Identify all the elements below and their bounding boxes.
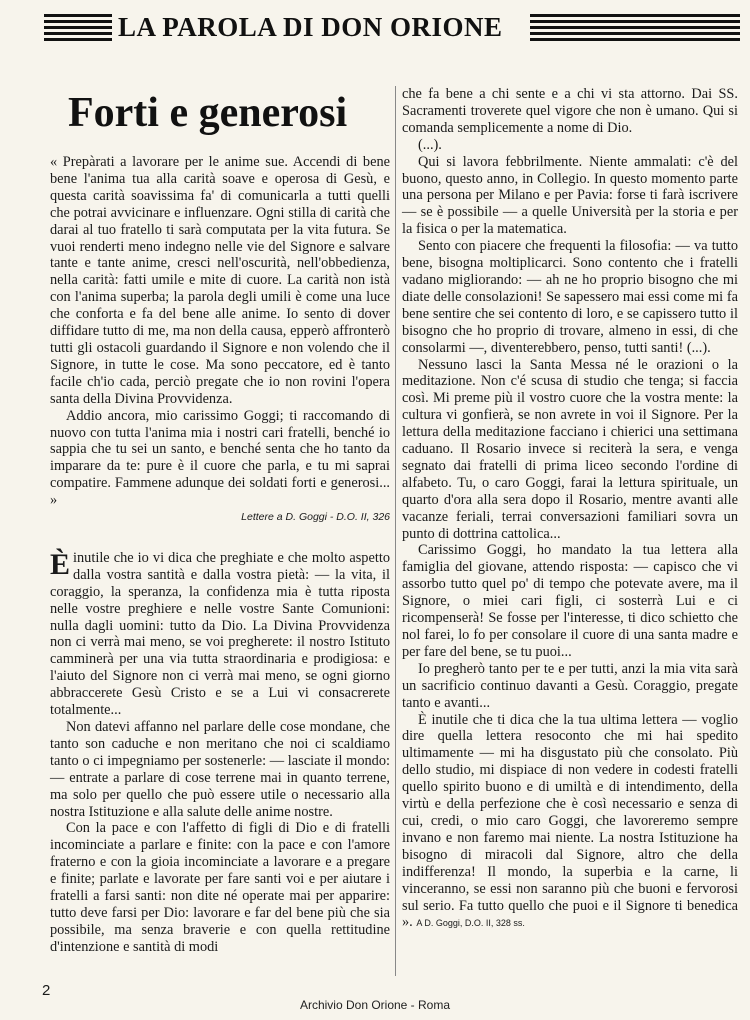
body-paragraph: Sento con piacere che frequenti la filosofia: — va tutto bene, bisogna moltiplicarci. Sono contento che i fratelli vadano migliorando: — ah ne ho proprio bisogno che mi diate delle consolazioni! Se sapessero mai essi come mi fa bene sentire che sei contento di loro, e se capissero tutto il bisogno che ho proprio di trovare, almeno in essi, di che consolarmi —, diventerebbero, penso, tutti santi! (...).	[402, 238, 738, 356]
section-title: LA PAROLA DI DON ORIONE	[118, 12, 503, 42]
quote-open: « P	[50, 154, 71, 170]
body-paragraph: Carissimo Goggi, ho mandato la tua lettera alla famiglia del giovane, attendo risposta: — capisco che vi assorbo tutto quel po' di tempo che potevate avere, ma il Signore, o miei cari figli, ci sosterrà Lui e ci ricompenserà! Se fosse per l'interesse, ti dico schietto che nol farei, lo fo per consolare il cuore di una santa madre e per fare del bene, se tu puoi...	[402, 542, 738, 660]
body-paragraph: Con la pace e con l'affetto di figli di Dio e di fratelli incominciate a parlare e finite: con la pace e con l'amore fraterno e con la gioia incominciate a lavorare e a pregare e finite; parlate e lavorate per fare santi voi e per aiutare i fratelli a farsi santi: non dite né operate mai per apparire: tutto deve farsi per Dio: lavorare e far del bene più che sia possibile, ma senza braverie e con quella rettitudine d'intenzione e santità di modi	[50, 820, 390, 955]
archive-caption: Archivio Don Orione - Roma	[299, 998, 451, 1012]
quote-citation: Lettere a D. Goggi - D.O. II, 326	[241, 511, 390, 524]
body-paragraph: che fa bene a chi sente e a chi vi sta attorno. Dai SS. Sacramenti troverete quel vigore che non è umano. Qui si comanda semplicemente a nome di Dio.	[402, 86, 738, 136]
right-column	[402, 86, 738, 932]
body-paragraph: Non datevi affanno nel parlare delle cose mondane, che tanto son caduche e non meritano che noi ci scaldiamo tanto o ci impegniamo per sostenerle: — lasciate il mondo: — entrate a parlare di cose terrene mai in quanto terrene, ma solo per quello che può essere utile o necessario alla nostra Istituzione e alla salute delle anime nostre.	[50, 719, 390, 820]
body-text: È inutile che ti dica che la tua ultima lettera — voglio dire quella lettera resoconto che mi hai spedito ultimamente — mi ha disgustato più che consolato. Più dello studio, mi dispiace di non vedere in codesti fratelli quello spirito buono e di umiltà e di intendimento, della virtù e della perfezione che è così necessario e senza di cui, credi, o mio caro Goggi, che lavoreremo sempre invano e non faremo mai niente. La nostra Istituzione ha bisogno di miracoli dal Signore, altro che della indifferenza! Il mondo, la superbia e la carne, li vinceranno, se essi non saranno più che buoni e fervorosi sul serio. Fa tutto quello che puoi e il Signore ti benedica ».	[402, 711, 738, 931]
body-paragraph	[402, 712, 738, 933]
body-paragraph	[50, 547, 390, 719]
column-divider	[395, 86, 396, 976]
quote-text: repàrati a lavorare per le anime sue. Accendi di bene bene l'anima tua alla carità soave e operosa di Gesù, e questa carità soavissima fa' di comunicarla a tutti quelli che potrai avvicinare e influenzare. Ogni stilla di carità che darai al tuo fratello ti sarà computata per la vita futura. Se vuoi renderti meno indegno nelle vie del Signore e salvare tante e tante anime, cresci nell'oscurità, nell'obbedienza, nella carità: fatti umile e mite di cuore. La carità non istà con l'anima superba; la parola degli umili è come una luce che conforta e fa del bene alle anime. Io sento di dover diffidare tutto di me, ma non della causa, epperò affronterò tutti gli ostacoli guardando il Signore e non volendo che il Signore, in tutte le cose. Ma sono peccatore, ed è tanto facile ch'io cada, perciò pregate che io non rovini l'opera santa della Divina Provvidenza.	[50, 154, 390, 407]
article-title: Forti e generosi	[68, 90, 348, 136]
left-column	[50, 86, 390, 956]
page-number: 2	[42, 982, 51, 999]
ellipsis-line: (...).	[418, 136, 442, 153]
closing-citation: A D. Goggi, D.O. II, 328 ss.	[416, 918, 525, 929]
body-paragraph: Nessuno lasci la Santa Messa né le orazioni o la meditazione. Non c'é scusa di studio che tenga; si faccia così. Mi preme più il vostro cuore che la vostra mente: la cultura vi gonfierà, se non avrete in voi il Signore. Per la lettura della meditazione facciano i chierici una settimana caduano. Il Rosario invece si reciterà la sera, e venga segnato dai fratelli di prima liceo secondo l'ordine di alfabeto. Tu, o caro Goggi, farai la lettura spirituale, un quarto d'ora alla sera dopo il Rosario, mentre avanti alle vacanze feriali, terrai conversazioni familiari sovra un punto di dottrina cattolica...	[402, 356, 738, 542]
body-paragraph: Qui si lavora febbrilmente. Niente ammalati: c'è del buono, questo anno, in Collegio. In questo momento parte una persona per Milano e per Pavia: forse ti farà iscrivere — se è possibile — a quelle Università per la storia e per la fisica o per la matematica.	[402, 153, 738, 238]
quote-paragraph	[50, 154, 390, 408]
body-text: inutile che io vi dica che preghiate e che molto aspetto dalla vostra santità e dalla vostra pietà: — la vita, il coraggio, la speranza, la confidenza mia è tutta riposta nelle vostre preghiere e nelle vostre Sante Comunioni: nulla dagli uomini: tutto da Dio. La Divina Provvidenza non ci verrà mai meno, se voi pregherete: il nostro Istituto camminerà per una via tutta straordinaria e prodigiosa: e l'aiuto del Signore non ci verrà mai meno, se ogni giorno abbraccerete Gesù Cristo e se a Lui vi consacrerete totalmente...	[50, 549, 390, 719]
section-header	[44, 8, 740, 52]
header-rule-right	[530, 14, 740, 44]
drop-cap: È	[50, 547, 71, 581]
header-rule-left	[44, 14, 112, 44]
quote-paragraph: Addio ancora, mio carissimo Goggi; ti raccomando di nuovo con tutta l'anima mia i nostri cari fratelli, benché io sappia che tu sei un santo, e benché senta che ho tanto da imparare da te: pure è il cuore che parla, e tu mi saprai compatire. Fammene adunque dei soldati forti e generosi... »	[50, 407, 390, 509]
body-paragraph: Io pregherò tanto per te e per tutti, anzi la mia vita sarà un sacrificio continuo davanti a Gesù. Coraggio, pregate tanto e avanti...	[402, 660, 738, 711]
